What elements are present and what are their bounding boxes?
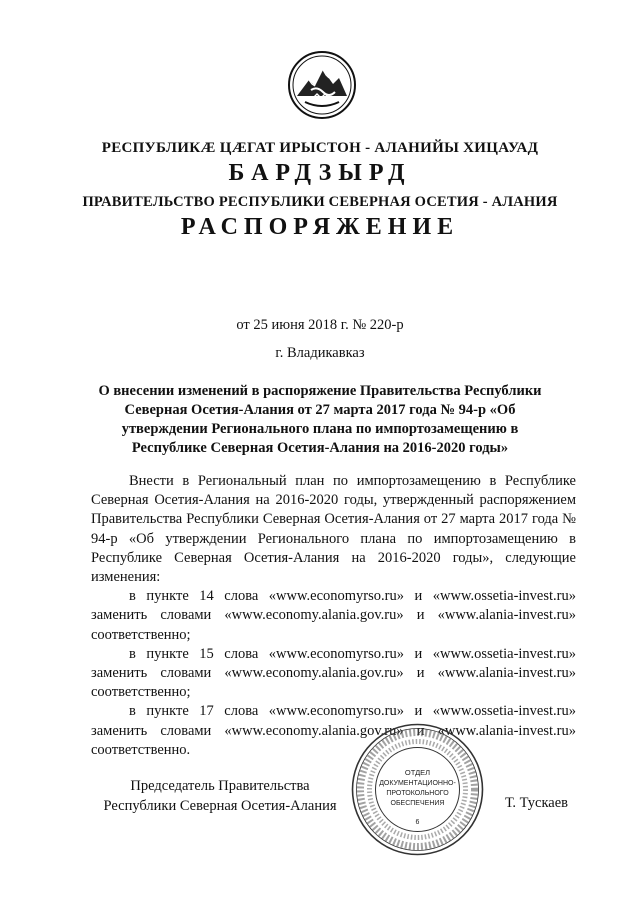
seal-number: 6 bbox=[415, 819, 420, 826]
body-paragraph: в пункте 14 слова «www.economyrso.ru» и «www.ossetia-invest.ru» заменить словами «www.economy.alania.gov.ru» и «www.alania-invest.ru» соответственно; bbox=[91, 588, 576, 643]
body-paragraph: в пункте 15 слова «www.economyrso.ru» и «www.ossetia-invest.ru» заменить словами «www.economy.alania.gov.ru» и «www.alania-invest.ru» соответственно; bbox=[91, 645, 576, 701]
seal-text-line: ОТДЕЛ bbox=[404, 768, 431, 777]
body-paragraph: в пункте 17 слова «www.economyrso.ru» и «www.ossetia-invest.ru» заменить словами «www.economy.alania.gov.ru» и «www.alania-invest.ru» соответственно. bbox=[91, 703, 576, 758]
header-rasporyazhenie: РАСПОРЯЖЕНИЕ bbox=[180, 214, 460, 240]
document-city: г. Владикавказ bbox=[275, 345, 365, 361]
document-body bbox=[91, 472, 576, 760]
document-date-number: от 25 июня 2018 г. № 220-р bbox=[236, 317, 404, 333]
official-seal bbox=[350, 722, 485, 857]
signatory-name: Т. Тускаев bbox=[505, 795, 569, 811]
document-title: О внесении изменений в распоряжение Правительства Республики Северная Осетия-Алания от 27 марта 2017 года № 94-р «Об утверждении Регионального плана по импортозамещению в Республике Северная Осетия-Алания на 2016-2020 годы» bbox=[98, 383, 542, 456]
seal-text-line: ПРОТОКОЛЬНОГО bbox=[386, 790, 449, 797]
signatory-position-line2: Республики Северная Осетия-Алания bbox=[103, 798, 337, 814]
header-government: ПРАВИТЕЛЬСТВО РЕСПУБЛИКИ СЕВЕРНАЯ ОСЕТИЯ - АЛАНИЯ bbox=[82, 194, 558, 210]
seal-text-line: ОБЕСПЕЧЕНИЯ bbox=[390, 800, 445, 807]
body-paragraph: Внести в Региональный план по импортозамещению в Республике Северная Осетия-Алания на 2016-2020 годы, утвержденный распоряжением Правительства Республики Северная Осетия-Алания от 27 марта 2017 года № 94-р «Об утверждении Регионального плана по импортозамещению в Республике Северная Осетия-Алания на 2016-2020 годы», следующие изменения: bbox=[91, 473, 576, 586]
signatory-position-line1: Председатель Правительства bbox=[130, 778, 310, 794]
header-bardzyrd: БАРДЗЫРД bbox=[228, 160, 412, 186]
signatory-position bbox=[90, 776, 350, 816]
coat-of-arms-emblem bbox=[287, 50, 357, 120]
seal-text-line: ДОКУМЕНТАЦИОННО- bbox=[379, 780, 456, 787]
header-line-ossetian: РЕСПУБЛИКӔ ЦӔГАТ ИРЫСТОН - АЛАНИЙЫ ХИЦАУАД bbox=[101, 140, 539, 156]
